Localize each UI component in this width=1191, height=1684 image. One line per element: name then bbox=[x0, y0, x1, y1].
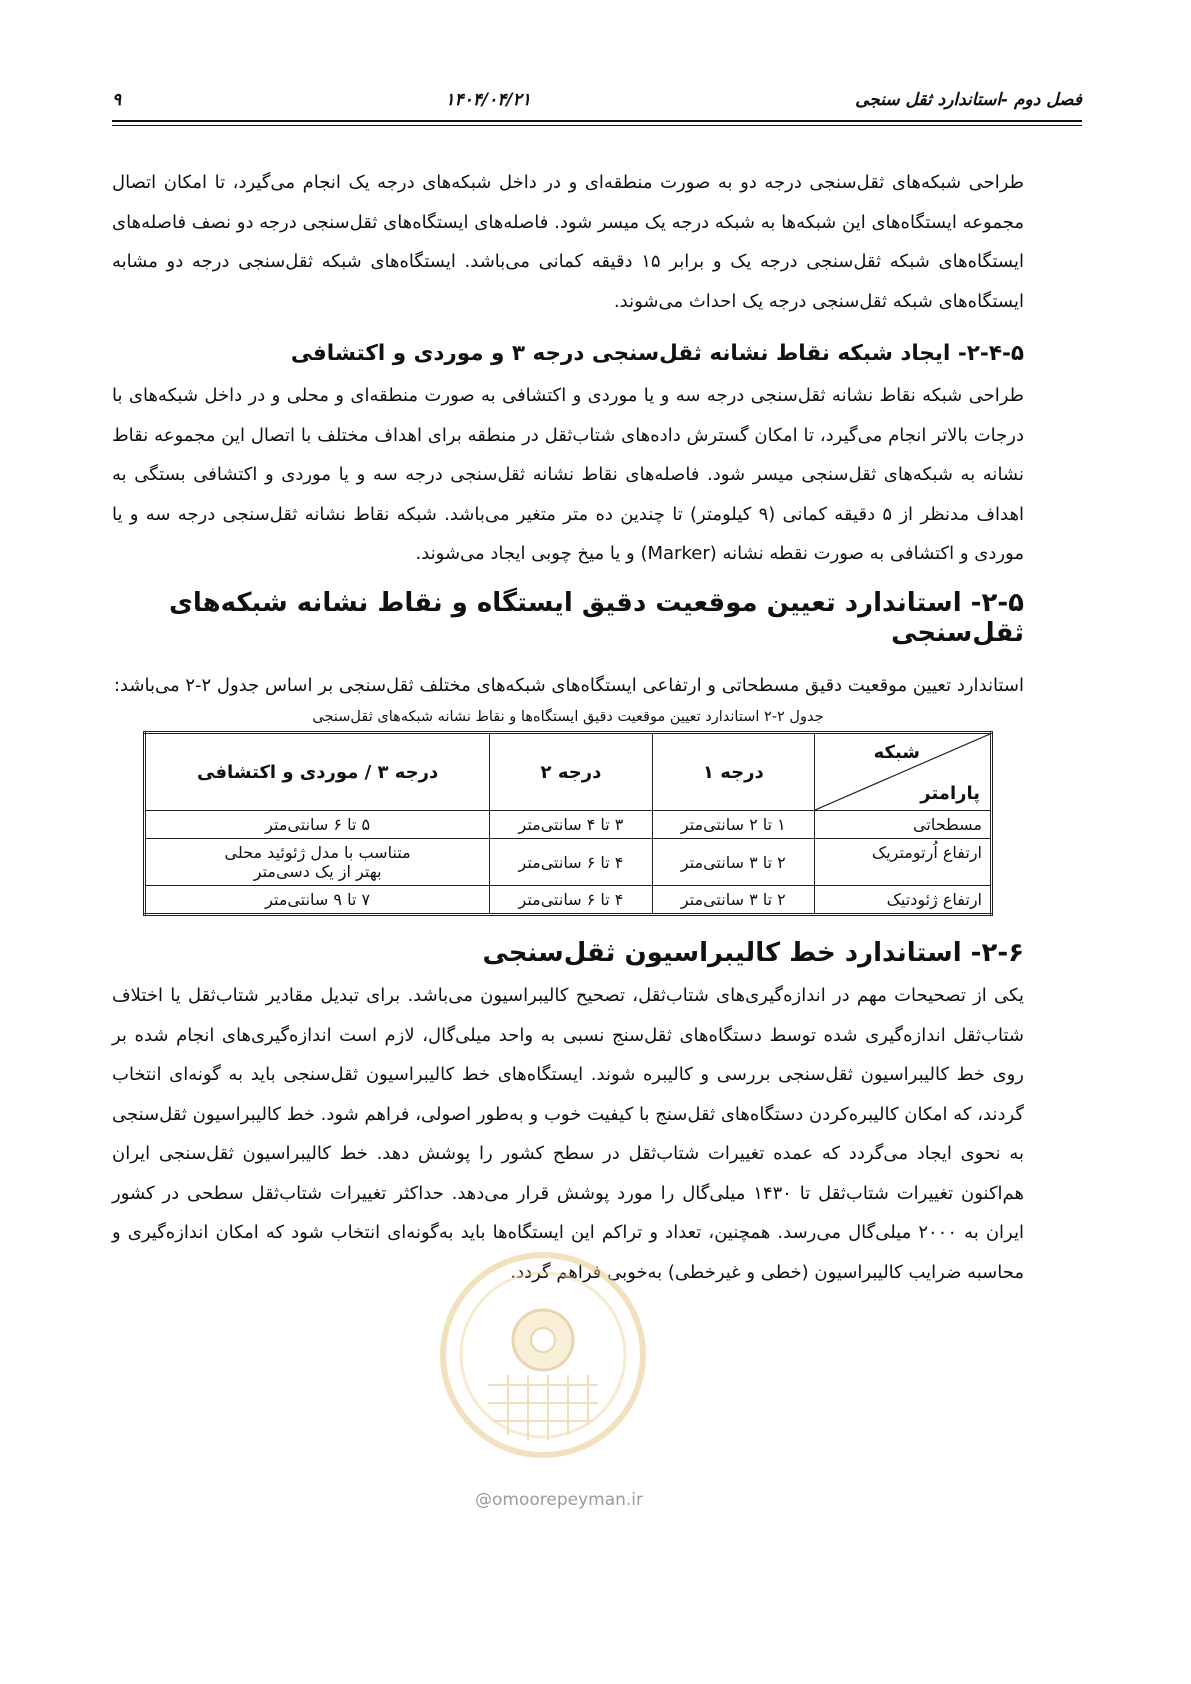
table-cell: ۳ تا ۴ سانتی‌متر bbox=[490, 811, 652, 839]
table-header-grade1: درجه ۱ bbox=[652, 733, 814, 811]
table-cell-line: بهتر از یک دسی‌متر bbox=[253, 862, 382, 881]
table-cell: ۷ تا ۹ سانتی‌متر bbox=[145, 886, 490, 915]
table-cell-multiline bbox=[145, 839, 490, 886]
table-row bbox=[145, 886, 992, 915]
table-cell-line: متناسب با مدل ژئوئید محلی bbox=[224, 843, 411, 862]
corner-parameter-label: پارامتر bbox=[920, 783, 980, 804]
table-row bbox=[145, 839, 992, 886]
page-content bbox=[112, 163, 1024, 1292]
table-cell: ۴ تا ۶ سانتی‌متر bbox=[490, 886, 652, 915]
table-cell-param: ارتفاع ژئودتیک bbox=[815, 886, 992, 915]
table-header-grade2: درجه ۲ bbox=[490, 733, 652, 811]
paragraph-grade3: طراحی شبکه نقاط نشانه ثقل‌سنجی درجه سه و یا موردی و اکتشافی به صورت منطقه‌ای و محلی و در داخل شبکه‌های با درجات بالاتر انجام می‌گیرد، تا امکان گسترش داده‌های شتاب‌ثقل در منطقه برای اهداف مختلف با اتصال این مجموعه نقاط نشانه به شبکه‌های ثقل‌سنجی میسر شود. فاصله‌های نقاط نشانه ثقل‌سنجی درجه سه و یا موردی و اکتشافی بستگی به اهداف مدنظر از ۵ دقیقه کمانی (۹ کیلومتر) تا چندین ده متر متغیر می‌باشد. شبکه نقاط نشانه ثقل‌سنجی درجه سه و یا موردی و اکتشافی به صورت نقطه نشانه (Marker) و یا میخ چوبی ایجاد می‌شوند. bbox=[112, 385, 1025, 564]
paragraph-calibration: یکی از تصحیحات مهم در اندازه‌گیری‌های شتاب‌ثقل، تصحیح کالیبراسیون می‌باشد. برای تبدیل مقادیر شتاب‌ثقل یا اختلاف شتاب‌ثقل اندازه‌گیری شده توسط دستگاه‌های ثقل‌سنج نسبی به واحد میلی‌گال، لازم است اندازه‌گیری‌های انجام شده بر روی خط کالیبراسیون ثقل‌سنجی بررسی و کالیبره شوند. ایستگاه‌های خط کالیبراسیون ثقل‌سنجی باید به گونه‌ای انتخاب گردند، که امکان کالیبره‌کردن دستگاه‌های ثقل‌سنج با کیفیت خوب و به‌طور اصولی، فراهم شود. خط کالیبراسیون ثقل‌سنجی به نحوی ایجاد می‌گردد که عمده تغییرات شتاب‌ثقل در سطح کشور را پوشش دهد. خط کالیبراسیون ثقل‌سنجی ایران هم‌اکنون تغییرات شتاب‌ثقل تا ۱۴۳۰ میلی‌گال را مورد پوشش قرار می‌دهد. حداکثر تغییرات شتاب‌ثقل سطحی در کشور ایران به ۲۰۰۰ میلی‌گال می‌رسد. همچنین، تعداد و تراکم این ایستگاه‌ها باید به‌گونه‌ای انتخاب شود که امکان اندازه‌گیری و محاسبه ضرایب کالیبراسیون (خطی و غیرخطی) به‌خوبی فراهم گردد. bbox=[112, 985, 1025, 1283]
table-row bbox=[145, 811, 992, 839]
table-cell: ۲ تا ۳ سانتی‌متر bbox=[652, 886, 814, 915]
page-header bbox=[112, 86, 1082, 114]
heading-2-6: ۲-۶- استاندارد خط کالیبراسیون ثقل‌سنجی bbox=[482, 938, 1024, 968]
table-caption: جدول ۲-۲ استاندارد تعیین موقعیت دقیق ایستگاه‌ها و نقاط نشانه شبکه‌های ثقل‌سنجی bbox=[312, 709, 824, 725]
table-header-grade3: درجه ۳ / موردی و اکتشافی bbox=[145, 733, 490, 811]
corner-network-label: شبکه bbox=[873, 742, 920, 763]
standard-table bbox=[143, 731, 993, 916]
paragraph-standard-intro: استاندارد تعیین موقعیت دقیق مسطحاتی و ارتفاعی ایستگاه‌های شبکه‌های مختلف ثقل‌سنجی بر اساس جدول ۲-۲ می‌باشد: bbox=[113, 674, 1024, 696]
table-cell-param: ارتفاع اُرتومتریک bbox=[815, 839, 992, 886]
page-number: ۹ bbox=[112, 90, 122, 110]
table-cell: ۴ تا ۶ سانتی‌متر bbox=[490, 839, 652, 886]
table-cell-param: مسطحاتی bbox=[815, 811, 992, 839]
chapter-title: فصل دوم -استاندارد ثقل سنجی bbox=[855, 90, 1082, 110]
header-date: ۱۴۰۴/۰۴/۲۱ bbox=[445, 90, 531, 110]
paragraph-grade2: طراحی شبکه‌های ثقل‌سنجی درجه دو به صورت منطقه‌ای و در داخل شبکه‌های درجه یک انجام می‌گیرد، تا امکان اتصال مجموعه ایستگاه‌های این شبکه‌ها به شبکه درجه یک میسر شود. فاصله‌های ایستگاه‌های ثقل‌سنجی درجه دو نصف فاصله‌های ایستگاه‌های شبکه ثقل‌سنجی درجه یک و برابر ۱۵ دقیقه کمانی می‌باشد. ایستگاه‌های شبکه ثقل‌سنجی درجه دو مشابه ایستگاه‌های شبکه ثقل‌سنجی درجه یک احداث می‌شوند. bbox=[112, 172, 1024, 312]
heading-2-4-5: ۲-۴-۵- ایجاد شبکه نقاط نشانه ثقل‌سنجی درجه ۳ و موردی و اکتشافی bbox=[290, 341, 1024, 366]
watermark-url: @omoorepeyman.ir bbox=[475, 1490, 644, 1510]
table-cell: ۲ تا ۳ سانتی‌متر bbox=[652, 839, 814, 886]
watermark-seal-icon bbox=[433, 1245, 653, 1475]
table-corner-cell bbox=[815, 733, 992, 811]
header-rule-thick bbox=[112, 120, 1082, 122]
table-cell: ۱ تا ۲ سانتی‌متر bbox=[652, 811, 814, 839]
header-rule-thin bbox=[112, 125, 1082, 126]
table-cell: ۵ تا ۶ سانتی‌متر bbox=[145, 811, 490, 839]
table-header-row bbox=[145, 733, 992, 811]
heading-2-5: ۲-۵- استاندارد تعیین موقعیت دقیق ایستگاه و نقاط نشانه شبکه‌های ثقل‌سنجی bbox=[169, 587, 1024, 648]
